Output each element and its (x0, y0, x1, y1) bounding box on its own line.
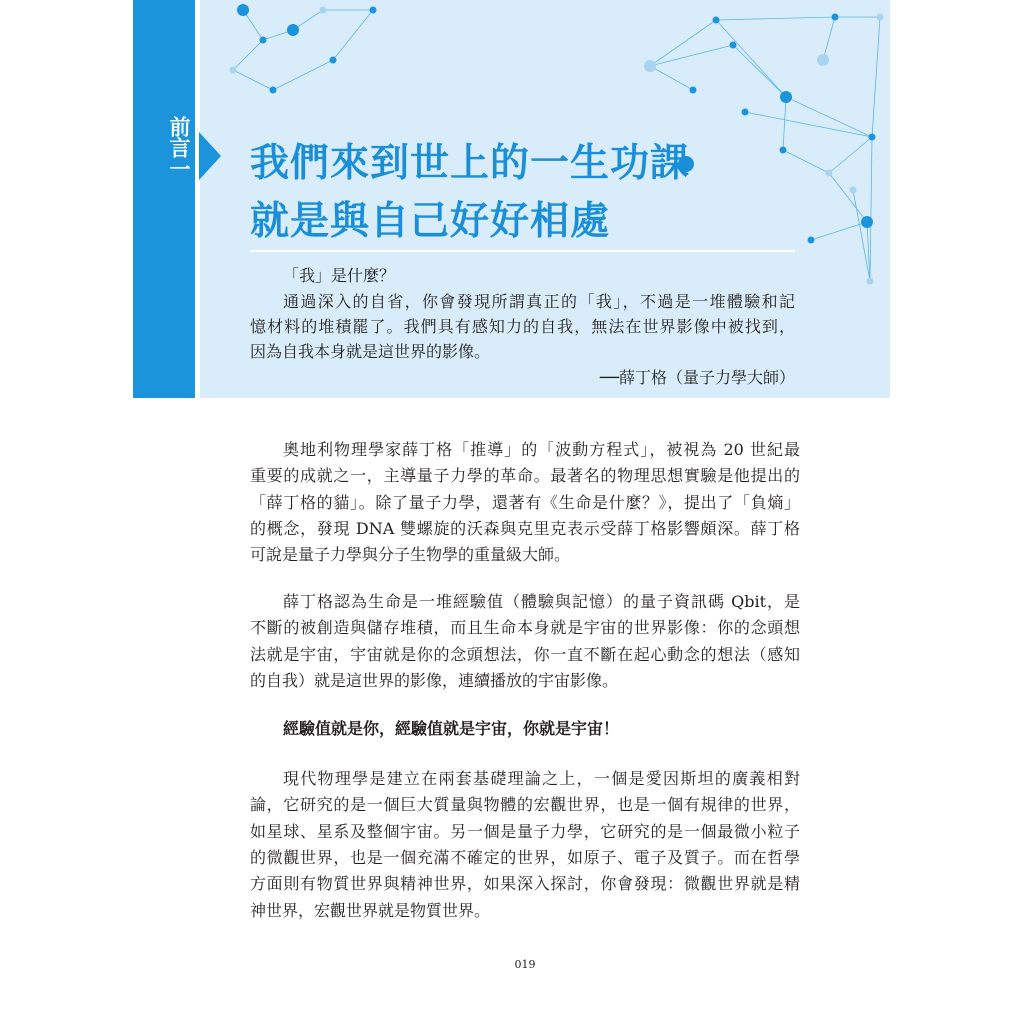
network-link (233, 40, 263, 70)
network-link (783, 97, 786, 150)
network-node (742, 109, 749, 116)
body-line: 重要的成就之一，主導量子力學的革命。最著名的物理思想實驗是他提出的 (250, 466, 800, 486)
body-line: 的微觀世界，也是一個充滿不確定的世界，如原子、電子及質子。而在哲學 (250, 847, 800, 867)
quote-line: 「我」是什麼？ (283, 266, 396, 285)
network-node (780, 91, 792, 103)
network-node (330, 57, 337, 64)
network-node (237, 4, 249, 16)
quote-line: 憶材料的堆積罷了。我們具有感知力的自我，無法在世界影像中被找到， (250, 317, 795, 336)
body-line: 不斷的被創造與儲存堆積，而且生命本身就是宇宙的世界影像：你的念頭想 (250, 618, 800, 638)
chapter-label: 前言一 (167, 116, 191, 179)
network-node (817, 54, 829, 66)
network-link (786, 97, 872, 137)
strip-arrow-icon (199, 132, 221, 180)
network-node (270, 87, 277, 94)
network-node (370, 7, 377, 14)
network-link (716, 20, 786, 97)
body-line: 論，它研究的是一個巨大質量與物體的宏觀世界，也是一個有規律的世界， (250, 795, 800, 815)
body-line: 經驗值就是你，經驗值就是宇宙，你就是宇宙！ (283, 719, 620, 738)
body-line: 神世界，宏觀世界就是物質世界。 (250, 900, 491, 920)
body-line: 「薛丁格的貓」。除了量子力學，還著有《生命是什麼？》，提出了「負熵」 (250, 492, 800, 512)
network-link (783, 150, 829, 173)
network-node (780, 147, 787, 154)
network-node (287, 24, 299, 36)
network-link (872, 17, 880, 137)
network-link (333, 10, 373, 60)
network-node (260, 37, 267, 44)
body-line: 薛丁格認為生命是一堆經驗值（體驗與記憶）的量子資訊碼 Qbit，是 (283, 592, 800, 611)
network-node (320, 7, 327, 14)
title-line-1: 我們來到世上的一生功課 (250, 141, 691, 186)
chapter-strip (133, 0, 199, 398)
network-link (733, 45, 786, 97)
title-divider (250, 250, 795, 252)
body-line: 的概念，發現 DNA 雙螺旋的沃森與克里克表示受薛丁格影響頗深。薛丁格 (250, 518, 800, 538)
body-line: 方面則有物質世界與精神世界，如果深入探討，你會發現：微觀世界就是精 (250, 874, 800, 894)
strip-divider (195, 0, 200, 398)
network-node (230, 67, 237, 74)
network-link (745, 112, 872, 137)
title-line-2: 就是與自己好好相處 (250, 199, 611, 244)
body-line: 法就是宇宙，宇宙就是你的念頭想法，你一直不斷在起心動念的想法（感知 (250, 644, 800, 664)
network-link (650, 66, 693, 90)
network-link (273, 60, 333, 90)
network-node (808, 237, 815, 244)
network-node (877, 14, 884, 21)
network-node (644, 60, 656, 72)
network-link (650, 45, 733, 66)
network-link (829, 137, 872, 173)
network-link (716, 17, 835, 20)
network-node (713, 17, 720, 24)
network-node (826, 170, 833, 177)
network-link (829, 173, 867, 222)
page-number: 019 (514, 958, 536, 971)
network-node (690, 87, 697, 94)
body-line: 的自我）就是這世界的影像，連續播放的宇宙影像。 (250, 670, 619, 690)
quote-line: 通過深入的自省，你會發現所謂真正的「我」，不過是一堆體驗和記 (283, 292, 795, 311)
body-line: 如星球、星系及整個宇宙。另一個是量子力學，它研究的是一個最微小粒子 (250, 821, 800, 841)
network-link (233, 70, 273, 90)
chapter-header (133, 0, 890, 398)
body-line: 奧地利物理學家薛丁格「推導」的「波動方程式」，被視為 20 世紀最 (283, 440, 800, 459)
network-node (850, 187, 857, 194)
body-line: 現代物理學是建立在兩套基礎理論之上，一個是愛因斯坦的廣義相對 (283, 769, 800, 788)
network-link (811, 222, 867, 240)
network-link (823, 17, 835, 60)
network-node (832, 14, 839, 21)
network-node (861, 216, 873, 228)
quote-attribution: ──薛丁格（量子力學大師） (599, 368, 795, 387)
network-link (870, 137, 872, 281)
network-node (869, 134, 876, 141)
network-node (867, 278, 874, 285)
network-link (650, 20, 716, 66)
body-line: 可說是量子力學與分子生物學的重量級大師。 (250, 545, 571, 565)
network-node (730, 42, 737, 49)
quote-line: 因為自我本身就是這世界的影像。 (250, 342, 491, 361)
